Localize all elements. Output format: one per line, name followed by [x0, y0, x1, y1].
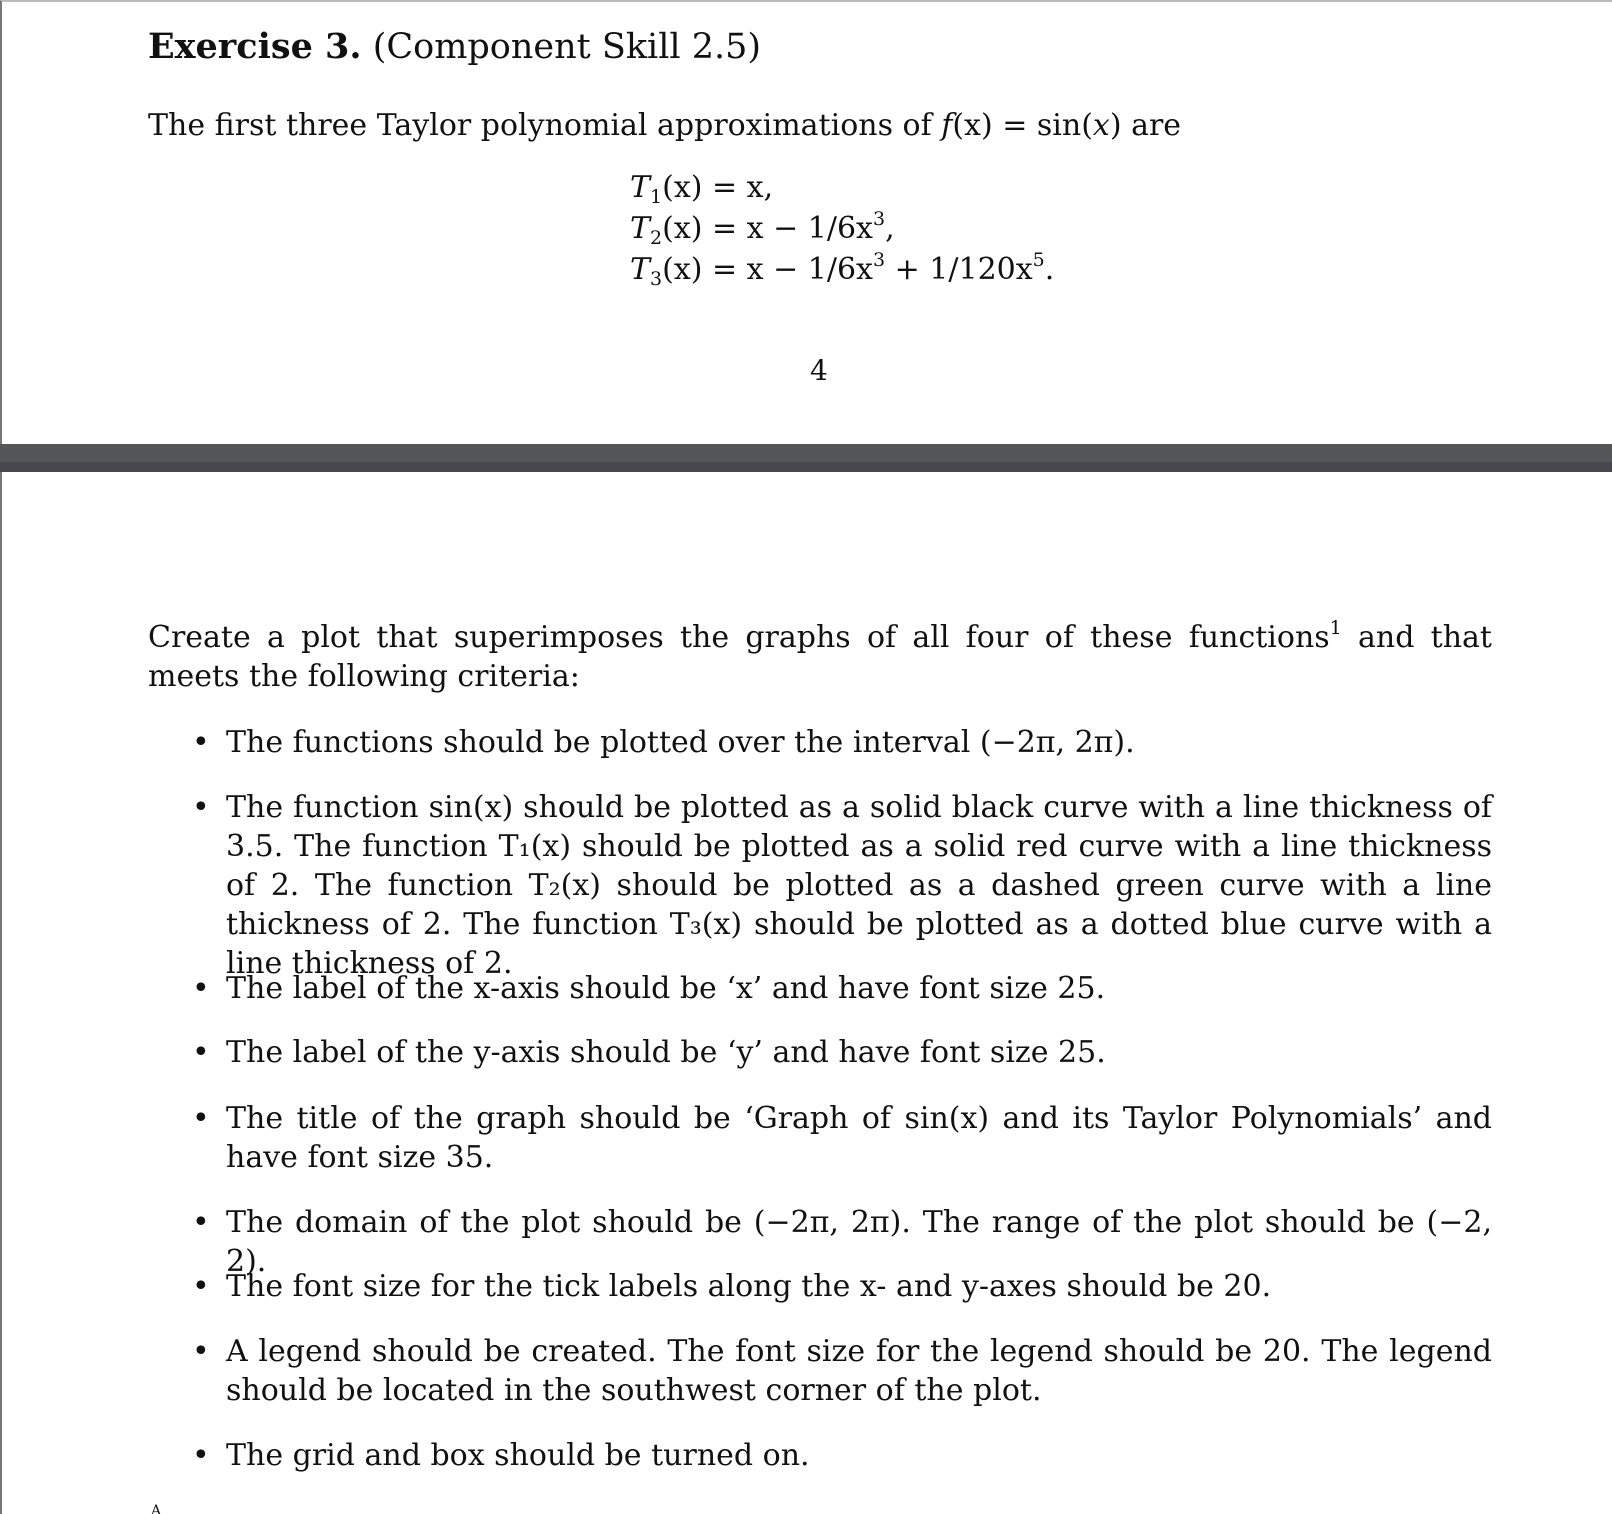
eq-subscript: 2	[650, 227, 663, 249]
bullet-icon: •	[192, 725, 210, 760]
exercise-heading	[148, 26, 761, 67]
task-paragraph	[148, 618, 1492, 696]
list-item-text: The grid and box should be turned on.	[226, 1438, 810, 1473]
equals-sin: = sin(	[992, 108, 1093, 143]
list-item	[192, 1099, 1492, 1177]
close-paren: )	[1109, 108, 1122, 143]
list-item	[192, 788, 1492, 983]
page-5	[0, 472, 1612, 1514]
eq-punct: ,	[885, 211, 895, 246]
eq-symbol: T	[630, 170, 651, 205]
list-item-text: The label of the y-axis should be ‘y’ and have font size 25.	[226, 1035, 1106, 1070]
intro-tail: are	[1121, 108, 1182, 143]
task-text: Create a plot that superimposes the graphs of all four of these functions	[148, 620, 1330, 655]
eq-subscript: 3	[650, 268, 663, 290]
page-separator	[0, 444, 1612, 472]
variable-x: x	[1092, 108, 1110, 143]
eq-subscript: 1	[650, 186, 663, 208]
eq-rhs: (x) = x,	[662, 170, 774, 205]
list-item	[192, 969, 1492, 1008]
eq-symbol: T	[630, 211, 651, 246]
bullet-icon: •	[192, 971, 210, 1006]
list-item	[192, 1436, 1492, 1475]
eq-rhs: (x) = x − 1/6x	[662, 252, 873, 287]
page-separator-edge	[0, 462, 1612, 472]
bullet-icon: •	[192, 1269, 210, 1304]
list-item	[192, 1033, 1492, 1072]
page-number: 4	[810, 354, 828, 387]
list-item-text: The title of the graph should be ‘Graph of sin(x) and its Taylor Polynomials’ and have font size 35.	[226, 1101, 1492, 1175]
list-item-text: The function sin(x) should be plotted as a solid black curve with a line thickness of 3.5. The function T₁(x) should be plotted as a solid red curve with a line thickness of 2. The function T₂(x) should be plotted as a dashed green curve with a line thickness of 2. The function T₃(x) should be plotted as a dotted blue curve with a line thickness of 2.	[226, 790, 1492, 981]
equation-t1	[630, 170, 774, 208]
function-arg: (x)	[952, 108, 993, 143]
bullet-icon: •	[192, 790, 210, 825]
component-skill: (Component Skill 2.5)	[372, 27, 762, 67]
list-item-text: A legend should be created. The font size for the legend should be 20. The legend should be located in the southwest corner of the plot.	[226, 1334, 1492, 1408]
intro-sentence	[148, 108, 1181, 143]
bullet-icon: •	[192, 1035, 210, 1070]
eq-symbol: T	[630, 252, 651, 287]
list-item-text: The functions should be plotted over the interval (−2π, 2π).	[226, 725, 1135, 760]
bullet-icon: •	[192, 1334, 210, 1369]
eq-exponent: 3	[872, 249, 886, 271]
intro-text: The first three Taylor polynomial approximations of	[148, 108, 942, 143]
eq-exponent: 5	[1032, 249, 1045, 271]
bullet-icon: •	[192, 1101, 210, 1136]
exercise-label: Exercise 3.	[148, 26, 362, 67]
task-text-tail: and that meets the following criteria:	[148, 620, 1492, 694]
list-item	[192, 1267, 1492, 1306]
list-item-text: The label of the x-axis should be ‘x’ and have font size 25.	[226, 971, 1106, 1006]
eq-rhs: (x) = x − 1/6x	[662, 211, 873, 246]
equation-t3	[630, 249, 1055, 290]
bullet-icon: •	[192, 1205, 210, 1240]
cutoff-glyph: A	[151, 1503, 162, 1514]
bullet-icon: •	[192, 1438, 210, 1473]
function-f: f	[941, 108, 953, 143]
page-4	[0, 0, 1612, 444]
eq-exponent: 3	[872, 208, 886, 230]
list-item-text: The font size for the tick labels along the x- and y-axes should be 20.	[226, 1269, 1272, 1304]
eq-rhs-term: + 1/120x	[885, 252, 1033, 287]
footnote-mark[interactable]: 1	[1329, 617, 1342, 639]
eq-punct: .	[1044, 252, 1055, 287]
list-item	[192, 1332, 1492, 1410]
list-item-text: The domain of the plot should be (−2π, 2π). The range of the plot should be (−2, 2).	[226, 1205, 1492, 1279]
list-item	[192, 723, 1492, 762]
equation-t2	[630, 208, 895, 249]
